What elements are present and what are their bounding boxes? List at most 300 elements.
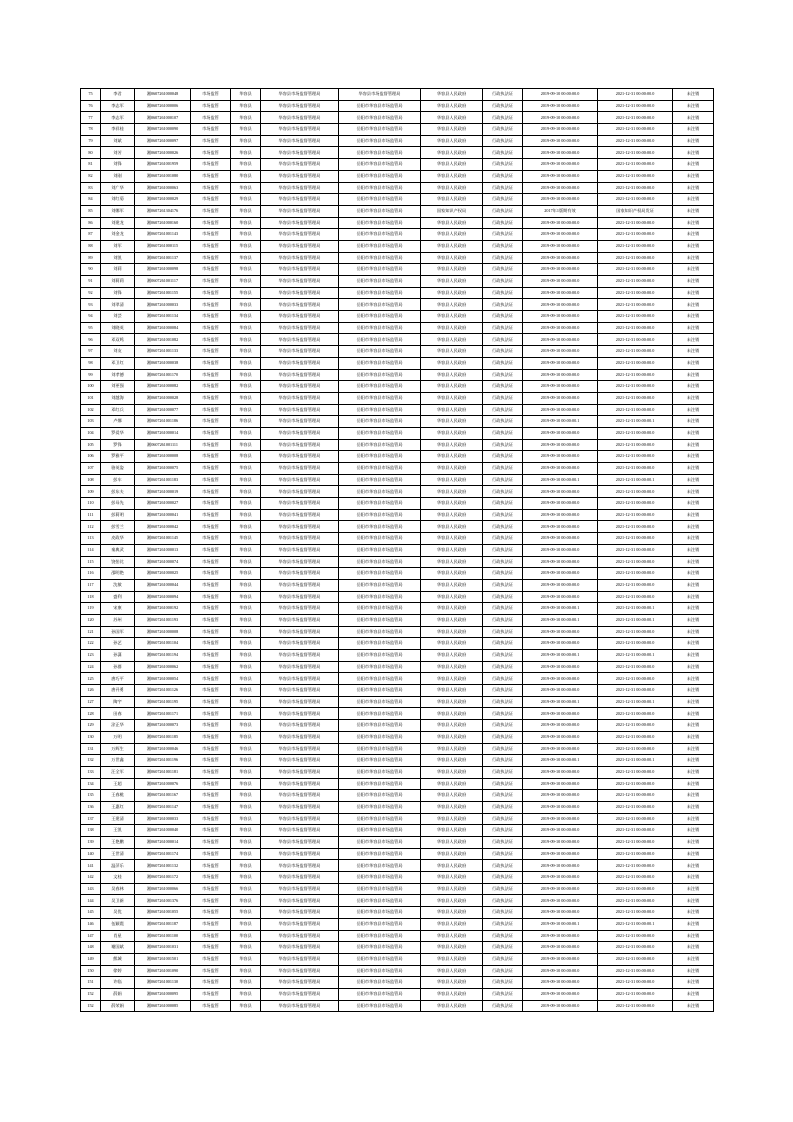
table-row	[81, 112, 714, 124]
table-cell: 湘0607261000082	[135, 381, 191, 393]
table-cell: 华容县	[231, 883, 261, 895]
table-cell: 未注销	[673, 731, 714, 743]
table-cell: 76	[81, 100, 101, 112]
table-cell: 市场监管	[191, 895, 231, 907]
table-cell: 岳阳市华容县市场监管局	[339, 276, 421, 288]
table-cell: 未注销	[673, 696, 714, 708]
table-cell: 2019-09-10 00:00:00.0	[523, 486, 598, 498]
table-cell: 华容县人民政府	[421, 463, 483, 475]
table-cell: 未注销	[673, 404, 714, 416]
table-row	[81, 194, 714, 206]
table-cell: 未注销	[673, 790, 714, 802]
table-cell: 行政执法证	[483, 124, 523, 136]
table-cell: 市场监管	[191, 112, 231, 124]
table-cell: 2019-09-10 00:00:00.0	[523, 439, 598, 451]
table-cell: 151	[81, 977, 101, 989]
table-cell: 未注销	[673, 591, 714, 603]
table-row	[81, 696, 714, 708]
table-cell: 王超	[101, 778, 135, 790]
table-cell: 邓红兵	[101, 404, 135, 416]
table-cell: 2021-12-31 00:00:00.0	[598, 860, 673, 872]
table-cell: 华容县市场监督管理局	[261, 217, 339, 229]
table-row	[81, 801, 714, 813]
table-cell: 刘翠清	[101, 299, 135, 311]
table-cell: 湘0607261000090	[135, 124, 191, 136]
table-cell: 市场监管	[191, 801, 231, 813]
table-cell: 岳阳市华容县市场监管局	[339, 498, 421, 510]
table-cell: 华容县	[231, 416, 261, 428]
table-cell: 2019-09-10 00:00:00.0	[523, 369, 598, 381]
table-cell: 2021-12-31 00:00:00.0	[598, 357, 673, 369]
table-cell: 湘0607261001134	[135, 311, 191, 323]
table-cell: 华容县人民政府	[421, 650, 483, 662]
table-cell: 湘0607261001031	[135, 942, 191, 954]
table-cell: 2021-12-31 00:00:00.0	[598, 509, 673, 521]
table-cell: 2019-09-10 00:00:00.0	[523, 498, 598, 510]
table-cell: 未注销	[673, 427, 714, 439]
table-cell: 市场监管	[191, 918, 231, 930]
table-row	[81, 463, 714, 475]
table-cell: 118	[81, 591, 101, 603]
table-cell: 市场监管	[191, 708, 231, 720]
table-cell: 王春桃	[101, 790, 135, 802]
table-cell: 未注销	[673, 439, 714, 451]
table-cell: 华容县市场监督管理局	[261, 591, 339, 603]
table-cell: 彭雪兰	[101, 521, 135, 533]
table-cell: 2021-12-31 00:00:00.0	[598, 638, 673, 650]
table-cell: 湘0607261000046	[135, 743, 191, 755]
table-cell: 湘0607261000115	[135, 240, 191, 252]
table-cell: 150	[81, 965, 101, 977]
table-row	[81, 755, 714, 767]
table-cell: 行政执法证	[483, 650, 523, 662]
table-cell: 华容县市场监督管理局	[261, 439, 339, 451]
table-cell: 湘0607261000013	[135, 544, 191, 556]
table-cell: 行政执法证	[483, 755, 523, 767]
table-cell: 华容县人民政府	[421, 673, 483, 685]
table-cell: 2021-12-31 00:00:00.0	[598, 977, 673, 989]
table-cell: 湘0607261001133	[135, 346, 191, 358]
table-cell: 2021-12-31 00:00:00.0	[598, 743, 673, 755]
table-cell: 湘0607261000008	[135, 451, 191, 463]
table-cell: 卢娜	[101, 416, 135, 428]
table-cell: 行政执法证	[483, 743, 523, 755]
table-cell: 未注销	[673, 533, 714, 545]
table-cell: 华容县市场监督管理局	[261, 334, 339, 346]
table-cell: 市场监管	[191, 159, 231, 171]
table-cell: 华容县	[231, 264, 261, 276]
table-cell: 市场监管	[191, 556, 231, 568]
table-cell: 未注销	[673, 766, 714, 778]
table-cell: 华容县市场监督管理局	[261, 147, 339, 159]
table-cell: 孙艺	[101, 638, 135, 650]
table-row	[81, 89, 714, 101]
table-cell: 行政执法证	[483, 170, 523, 182]
table-cell: 未注销	[673, 463, 714, 475]
table-cell: 市场监管	[191, 474, 231, 486]
table-cell: 骆英姿	[101, 463, 135, 475]
table-cell: 华容县人民政府	[421, 287, 483, 299]
table-cell: 岳阳市华容县市场监管局	[339, 790, 421, 802]
table-cell: 市场监管	[191, 521, 231, 533]
table-cell: 岳阳市华容县市场监管局	[339, 661, 421, 673]
table-row	[81, 264, 714, 276]
table-cell: 华容县人民政府	[421, 135, 483, 147]
table-cell: 华容县	[231, 614, 261, 626]
table-cell: 2019-09-10 00:00:00.0	[523, 801, 598, 813]
table-cell: 2021-12-31 00:00:00.0	[598, 404, 673, 416]
table-cell: 湘0607261000066	[135, 883, 191, 895]
table-cell: 岳阳市华容县市场监管局	[339, 509, 421, 521]
table-cell: 岳阳市华容县市场监管局	[339, 463, 421, 475]
table-cell: 华容县市场监督管理局	[261, 299, 339, 311]
table-cell: 未注销	[673, 930, 714, 942]
table-cell: 温萍乐	[101, 860, 135, 872]
table-cell: 2019-09-10 00:00:00.0	[523, 381, 598, 393]
table-cell: 未注销	[673, 252, 714, 264]
table-cell: 2021-12-31 00:00:00.0	[598, 194, 673, 206]
table-cell: 市场监管	[191, 614, 231, 626]
table-cell: 湘0607261000014	[135, 427, 191, 439]
table-cell: 85	[81, 205, 101, 217]
table-cell: 华容县	[231, 918, 261, 930]
table-cell: 华容县	[231, 252, 261, 264]
table-cell: 2019-09-10 00:00:00.0	[523, 895, 598, 907]
table-row	[81, 509, 714, 521]
table-cell: 未注销	[673, 194, 714, 206]
table-cell: 湘0607261000062	[135, 661, 191, 673]
table-cell: 湘0607261000073	[135, 720, 191, 732]
table-cell: 华容县人民政府	[421, 439, 483, 451]
table-cell: 市场监管	[191, 638, 231, 650]
table-cell: 刘金龙	[101, 229, 135, 241]
table-row	[81, 591, 714, 603]
table-cell: 刘更强	[101, 381, 135, 393]
table-cell: 83	[81, 182, 101, 194]
table-cell: 华容县	[231, 685, 261, 697]
table-cell: 2021-12-31 00:00:00.0	[598, 731, 673, 743]
table-cell: 2019-09-10 00:00:00.0	[523, 977, 598, 989]
table-cell: 2021-12-31 00:00:00.0	[598, 498, 673, 510]
table-cell: 吴优	[101, 907, 135, 919]
table-cell: 行政执法证	[483, 837, 523, 849]
table-cell: 华容县市场监督管理局	[261, 872, 339, 884]
table-cell: 129	[81, 720, 101, 732]
table-cell: 薛荣娟	[101, 1000, 135, 1012]
table-cell: 行政执法证	[483, 731, 523, 743]
table-cell: 华容县	[231, 135, 261, 147]
table-cell: 肖星	[101, 930, 135, 942]
table-cell: 华容县	[231, 731, 261, 743]
table-cell: 湘0607261000019	[135, 486, 191, 498]
table-cell: 岳阳市华容县市场监管局	[339, 427, 421, 439]
table-cell: 行政执法证	[483, 322, 523, 334]
table-cell: 王世清	[101, 848, 135, 860]
table-cell: 彭车	[101, 474, 135, 486]
table-cell: 岳阳市华容县市场监管局	[339, 813, 421, 825]
table-cell: 孙国军	[101, 626, 135, 638]
table-cell: 行政执法证	[483, 229, 523, 241]
table-cell: 华容县人民政府	[421, 1000, 483, 1012]
table-cell: 未注销	[673, 1000, 714, 1012]
table-cell: 2019-09-10 00:00:00.0	[523, 685, 598, 697]
table-row	[81, 626, 714, 638]
table-cell: 未注销	[673, 369, 714, 381]
table-cell: 华容县市场监督管理局	[261, 498, 339, 510]
table-row	[81, 205, 714, 217]
table-cell: 2019-09-10 00:00:00.1	[523, 614, 598, 626]
table-row	[81, 837, 714, 849]
table-row	[81, 813, 714, 825]
table-cell: 行政执法证	[483, 264, 523, 276]
table-cell: 未注销	[673, 217, 714, 229]
table-cell: 盛利	[101, 591, 135, 603]
table-cell: 湘0607261001111	[135, 439, 191, 451]
table-cell: 华容县	[231, 194, 261, 206]
table-cell: 2019-09-10 00:00:00.0	[523, 766, 598, 778]
table-cell: 市场监管	[191, 626, 231, 638]
table-cell: 2019-09-10 00:00:00.0	[523, 135, 598, 147]
table-cell: 华容县人民政府	[421, 416, 483, 428]
table-row	[81, 860, 714, 872]
table-cell: 华容县	[231, 486, 261, 498]
table-cell: 华容县	[231, 170, 261, 182]
table-cell: 田春	[101, 708, 135, 720]
table-cell: 华容县市场监督管理局	[261, 544, 339, 556]
table-cell: 市场监管	[191, 755, 231, 767]
table-cell: 2021-12-31 00:00:00.0	[598, 673, 673, 685]
table-cell: 岳阳市华容县市场监管局	[339, 720, 421, 732]
table-cell: 华容县市场监督管理局	[261, 837, 339, 849]
table-cell: 行政执法证	[483, 287, 523, 299]
table-cell: 湘0607261000044	[135, 579, 191, 591]
table-cell: 岳阳市华容县市场监管局	[339, 112, 421, 124]
table-cell: 行政执法证	[483, 907, 523, 919]
table-cell: 湘0607261001145	[135, 533, 191, 545]
table-cell: 湘0607261000095	[135, 988, 191, 1000]
table-cell: 2021-12-31 00:00:00.0	[598, 486, 673, 498]
table-cell: 市场监管	[191, 498, 231, 510]
table-cell: 117	[81, 579, 101, 591]
table-cell: 湘0607261001187	[135, 918, 191, 930]
table-cell: 148	[81, 942, 101, 954]
table-cell: 未注销	[673, 837, 714, 849]
table-cell: 147	[81, 930, 101, 942]
table-cell: 市场监管	[191, 685, 231, 697]
table-cell: 2019-09-10 00:00:00.0	[523, 556, 598, 568]
table-cell: 市场监管	[191, 381, 231, 393]
table-cell: 2021-12-31 00:00:00.0	[598, 112, 673, 124]
table-cell: 2021-12-31 00:00:00.0	[598, 463, 673, 475]
table-cell: 华容县人民政府	[421, 837, 483, 849]
table-cell: 华容县市场监督管理局	[261, 346, 339, 358]
table-cell: 2021-12-31 00:00:00.0	[598, 89, 673, 101]
table-cell: 2021-12-31 00:00:00.0	[598, 895, 673, 907]
table-cell: 王建清	[101, 813, 135, 825]
table-row	[81, 930, 714, 942]
table-cell: 行政执法证	[483, 486, 523, 498]
table-cell: 彭母先	[101, 498, 135, 510]
table-cell: 2019-09-10 00:00:00.0	[523, 953, 598, 965]
table-row	[81, 159, 714, 171]
table-cell: 华容县	[231, 392, 261, 404]
table-cell: 刘越海	[101, 392, 135, 404]
table-cell: 未注销	[673, 416, 714, 428]
table-cell: 99	[81, 369, 101, 381]
table-cell: 2021-12-31 00:00:00.0	[598, 240, 673, 252]
table-cell: 岳阳市华容县市场监管局	[339, 837, 421, 849]
table-cell: 华容县人民政府	[421, 942, 483, 954]
table-cell: 皮政华	[101, 533, 135, 545]
table-cell: 2021-12-31 00:00:00.0	[598, 217, 673, 229]
table-row	[81, 614, 714, 626]
table-cell: 2019-09-10 00:00:00.1	[523, 416, 598, 428]
table-cell: 79	[81, 135, 101, 147]
table-cell: 岳阳市华容县市场监管局	[339, 334, 421, 346]
table-cell: 2021-12-31 00:00:00.0	[598, 907, 673, 919]
table-cell: 市场监管	[191, 287, 231, 299]
table-cell: 岳阳市华容县市场监管局	[339, 708, 421, 720]
table-cell: 湘0607261000040	[135, 825, 191, 837]
table-cell: 华容县人民政府	[421, 801, 483, 813]
table-cell: 152	[81, 988, 101, 1000]
table-cell: 2021-12-31 00:00:00.0	[598, 334, 673, 346]
table-cell: 岳阳市华容县市场监管局	[339, 521, 421, 533]
table-cell: 123	[81, 650, 101, 662]
table-cell: 伍颖霞	[101, 918, 135, 930]
table-cell: 刘凯	[101, 252, 135, 264]
table-cell: 华容县人民政府	[421, 813, 483, 825]
table-cell: 华容县人民政府	[421, 112, 483, 124]
table-cell: 华容县人民政府	[421, 451, 483, 463]
table-row	[81, 346, 714, 358]
table-cell: 82	[81, 170, 101, 182]
table-cell: 市场监管	[191, 848, 231, 860]
table-cell: 2019-09-10 00:00:00.0	[523, 509, 598, 521]
table-cell: 137	[81, 813, 101, 825]
table-cell: 未注销	[673, 673, 714, 685]
table-cell: 2019-09-10 00:00:00.0	[523, 591, 598, 603]
table-row	[81, 766, 714, 778]
table-cell: 湘0607261001183	[135, 474, 191, 486]
table-cell: 77	[81, 112, 101, 124]
table-cell: 2019-09-10 00:00:00.1	[523, 696, 598, 708]
table-cell: 未注销	[673, 170, 714, 182]
table-cell: 行政执法证	[483, 533, 523, 545]
table-cell: 吴卫新	[101, 895, 135, 907]
table-cell: 华容县市场监督管理局	[261, 661, 339, 673]
table-cell: 行政执法证	[483, 439, 523, 451]
table-cell: 岳阳市华容县市场监管局	[339, 603, 421, 615]
table-cell: 2019-09-10 00:00:00.0	[523, 357, 598, 369]
table-cell: 湘0607261001147	[135, 801, 191, 813]
table-cell: 131	[81, 743, 101, 755]
table-cell: 华容县	[231, 369, 261, 381]
table-cell: 行政执法证	[483, 556, 523, 568]
table-cell: 2019-09-10 00:00:00.0	[523, 252, 598, 264]
table-cell: 行政执法证	[483, 895, 523, 907]
table-cell: 湘0607261000029	[135, 194, 191, 206]
table-row	[81, 743, 714, 755]
table-cell: 2021-12-31 00:00:00.1	[598, 614, 673, 626]
table-cell: 未注销	[673, 568, 714, 580]
table-cell: 华容县市场监督管理局	[261, 311, 339, 323]
table-cell: 市场监管	[191, 661, 231, 673]
table-cell: 万世鑫	[101, 755, 135, 767]
table-cell: 华容县市场监督管理局	[261, 427, 339, 439]
table-cell: 华容县市场监督管理局	[261, 907, 339, 919]
table-cell: 市场监管	[191, 907, 231, 919]
table-cell: 邓双鸣	[101, 334, 135, 346]
table-cell: 128	[81, 708, 101, 720]
table-cell: 130	[81, 731, 101, 743]
table-cell: 岳阳市华容县市场监管局	[339, 217, 421, 229]
table-cell: 岳阳市华容县市场监管局	[339, 100, 421, 112]
table-row	[81, 451, 714, 463]
table-cell: 华容县市场监督管理局	[261, 287, 339, 299]
table-cell: 岳阳市华容县市场监管局	[339, 953, 421, 965]
table-cell: 华容县人民政府	[421, 556, 483, 568]
table-cell: 湘0607261001959	[135, 159, 191, 171]
table-cell: 华容县	[231, 977, 261, 989]
table-cell: 行政执法证	[483, 603, 523, 615]
table-cell: 华容县	[231, 766, 261, 778]
table-cell: 2019-09-10 00:00:00.0	[523, 463, 598, 475]
table-cell: 刘芸	[101, 311, 135, 323]
table-cell: 未注销	[673, 159, 714, 171]
table-cell: 未注销	[673, 147, 714, 159]
table-cell: 湘0607261000074	[135, 556, 191, 568]
table-cell: 152	[81, 1000, 101, 1012]
table-body	[81, 89, 714, 1012]
table-cell: 未注销	[673, 264, 714, 276]
table-cell: 2019-09-10 00:00:00.0	[523, 813, 598, 825]
table-cell: 116	[81, 568, 101, 580]
table-cell: 127	[81, 696, 101, 708]
table-row	[81, 568, 714, 580]
table-cell: 华容县人民政府	[421, 498, 483, 510]
table-cell: 华容县人民政府	[421, 988, 483, 1000]
table-cell: 市场监管	[191, 252, 231, 264]
table-cell: 岳阳市华容县市场监管局	[339, 825, 421, 837]
table-cell: 岳阳市华容县市场监管局	[339, 895, 421, 907]
table-cell: 行政执法证	[483, 217, 523, 229]
table-cell: 市场监管	[191, 89, 231, 101]
table-cell: 未注销	[673, 509, 714, 521]
table-cell: 行政执法证	[483, 334, 523, 346]
table-cell: 华容县人民政府	[421, 965, 483, 977]
table-cell: 湘0607261001171	[135, 708, 191, 720]
table-cell: 华容县人民政府	[421, 486, 483, 498]
table-cell: 2021-12-31 00:00:00.0	[598, 720, 673, 732]
table-cell: 岳阳市华容县市场监管局	[339, 883, 421, 895]
table-cell: 市场监管	[191, 766, 231, 778]
table-cell: 岳阳市华容县市场监管局	[339, 848, 421, 860]
table-cell: 岳阳市华容县市场监管局	[339, 568, 421, 580]
table-cell: 80	[81, 147, 101, 159]
table-cell: 2021-12-31 00:00:00.1	[598, 603, 673, 615]
table-cell: 岳阳市华容县市场监管局	[339, 392, 421, 404]
enforcement-certificate-table	[80, 88, 714, 1012]
table-cell: 岳阳市华容县市场监管局	[339, 1000, 421, 1012]
table-cell: 华容县市场监督管理局	[261, 404, 339, 416]
table-cell: 2019-09-10 00:00:00.0	[523, 124, 598, 136]
table-cell: 2019-09-10 00:00:00.0	[523, 720, 598, 732]
table-cell: 孙潇	[101, 650, 135, 662]
table-cell: 75	[81, 89, 101, 101]
table-cell: 岳阳市华容县市场监管局	[339, 486, 421, 498]
table-cell: 行政执法证	[483, 416, 523, 428]
